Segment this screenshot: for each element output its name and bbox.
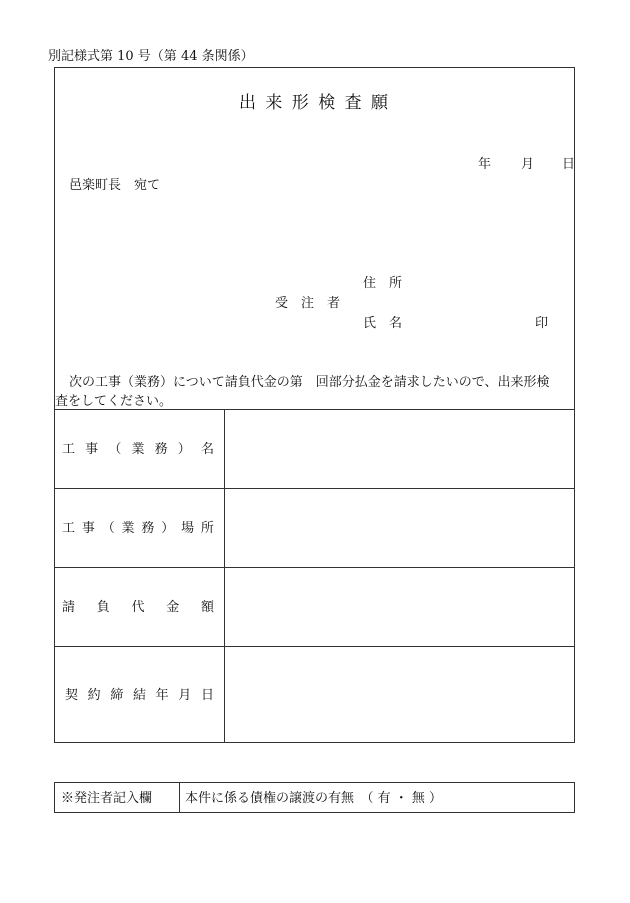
label-char: 契 (65, 688, 79, 703)
label-char: 年 (155, 688, 169, 703)
label-char: 代 (131, 600, 145, 615)
label-char: 工 (62, 442, 76, 457)
label-char: 名 (200, 442, 214, 457)
table-top-border (55, 409, 574, 410)
label-char: 事 (85, 442, 99, 457)
label-char: 締 (110, 688, 124, 703)
label-char: 約 (87, 688, 101, 703)
row-label-contract-amount (62, 601, 214, 614)
request-text-line2: 査をしてください。 (55, 394, 173, 409)
issuer-entry-label: ※発注者記入欄 (61, 791, 153, 806)
date-day-label: 日 (562, 157, 576, 172)
label-char: 負 (96, 600, 110, 615)
table-row-divider (55, 567, 574, 568)
label-char: 務 (154, 442, 168, 457)
label-char: 業 (121, 521, 135, 536)
label-char: （ (101, 521, 115, 536)
contractor-label: 受 注 者 (275, 296, 341, 311)
table-row-divider (55, 646, 574, 647)
row-label-work-name (62, 443, 214, 456)
label-char: 結 (132, 688, 146, 703)
label-char: 務 (141, 521, 155, 536)
footer-column-divider (179, 783, 180, 812)
name-label: 氏 名 (363, 316, 403, 331)
addressee: 邑楽町長 宛て (69, 178, 161, 193)
row-label-work-location (62, 522, 214, 535)
request-text-line1: 次の工事（業務）について請負代金の第 回部分払金を請求したいので、出来形検 (69, 375, 550, 390)
claim-transfer-text[interactable]: 本件に係る債権の譲渡の有無 （ 有 ・ 無 ） (185, 791, 443, 806)
address-label: 住 所 (363, 276, 403, 291)
label-char: 所 (200, 521, 214, 536)
label-char: ） (161, 521, 175, 536)
label-char: 額 (200, 600, 214, 615)
row-label-contract-date (65, 689, 214, 702)
label-char: 日 (200, 688, 214, 703)
label-char: 請 (62, 600, 76, 615)
label-char: 工 (62, 521, 76, 536)
label-char: （ (108, 442, 122, 457)
label-char: 金 (166, 600, 180, 615)
form-frame (54, 67, 575, 743)
form-title: 出 来 形 検 査 願 (238, 93, 391, 113)
label-char: 事 (81, 521, 95, 536)
seal-mark: 印 (535, 316, 549, 331)
table-row-divider (55, 488, 574, 489)
date-month-label: 月 (521, 157, 535, 172)
issuer-entry-box (54, 782, 575, 813)
label-char: 場 (181, 521, 195, 536)
label-char: 業 (131, 442, 145, 457)
form-number: 別記様式第 10 号（第 44 条関係） (48, 49, 254, 64)
label-char: ） (177, 442, 191, 457)
label-char: 月 (178, 688, 192, 703)
date-year-label: 年 (478, 157, 492, 172)
table-column-divider (224, 409, 225, 742)
